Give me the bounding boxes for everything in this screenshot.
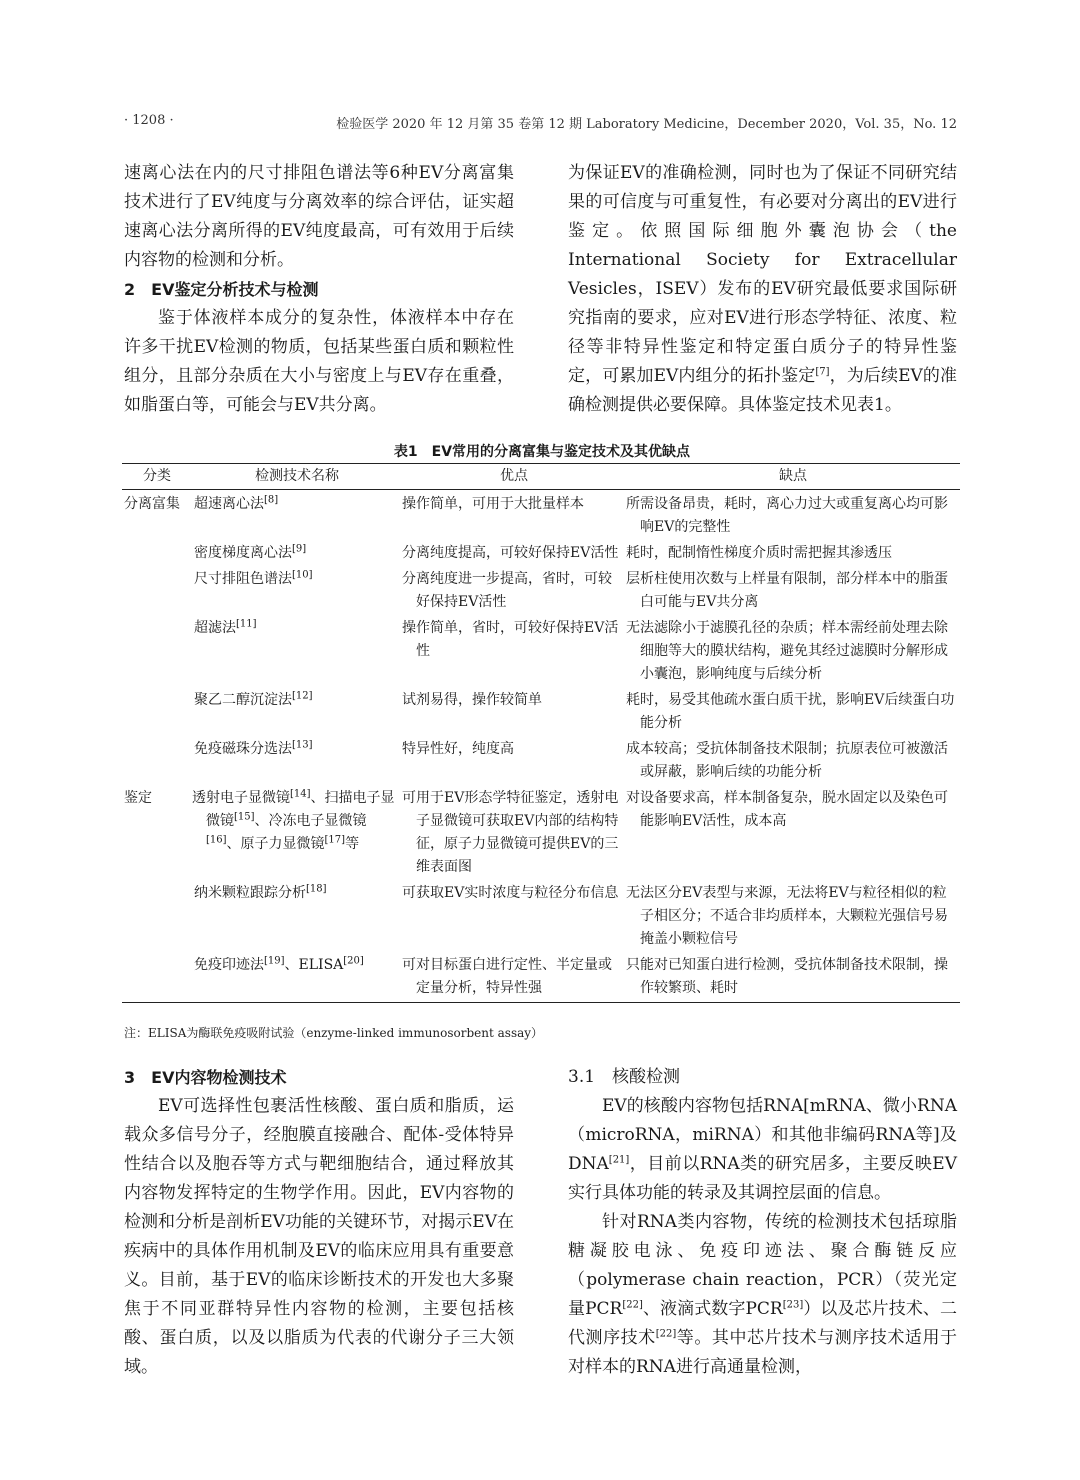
citation: [9] — [292, 543, 307, 555]
cons-cell: 只能对已知蛋白进行检测，受抗体制备技术限制，操作较繁琐、耗时 — [626, 951, 960, 1003]
table-row — [122, 686, 960, 735]
method-cell: 超滤法[11] — [194, 618, 257, 636]
method-cell: 尺寸排阻色谱法[10] — [194, 569, 313, 587]
citation: [19] — [264, 955, 285, 967]
ev-techniques-table — [122, 463, 960, 1003]
cons-cell: 耗时，易受其他疏水蛋白质干扰，影响EV后续蛋白功能分析 — [626, 692, 955, 731]
pros-cell: 特异性好，纯度高 — [402, 741, 514, 757]
bottom-left-column — [124, 1063, 514, 1382]
pros-cell: 操作简单，可用于大批量样本 — [402, 496, 584, 512]
column-header: 缺点 — [626, 464, 960, 490]
category-cell — [122, 879, 192, 951]
category-cell — [122, 539, 192, 565]
table-row — [122, 614, 960, 686]
method-cell: 纳米颗粒跟踪分析[18] — [194, 883, 327, 901]
citation: [20] — [343, 955, 364, 967]
cons-cell: 无法区分EV表型与来源，无法将EV与粒径相似的粒子相区分；不适合非均质样本，大颗粒光强信号易掩盖小颗粒信号 — [626, 885, 948, 947]
table-caption: 表1 EV常用的分离富集与鉴定技术及其优缺点 — [393, 444, 691, 460]
method-cell: 免疫印迹法[19]、ELISA[20] — [192, 951, 402, 1003]
top-left-column — [124, 159, 514, 420]
citation: [22] — [622, 1299, 643, 1311]
table-row — [122, 565, 960, 614]
pros-cell: 分离纯度提高，可较好保持EV活性 — [402, 545, 619, 561]
paragraph: 速离心法在内的尺寸排阻色谱法等6种EV分离富集技术进行了EV纯度与分离效率的综合评估，证实超速离心法分离所得的EV纯度最高，可有效用于后续内容物的检测和分析。 — [124, 163, 514, 270]
citation: [12] — [292, 690, 313, 702]
citation: [18] — [306, 883, 327, 895]
citation: [7] — [815, 366, 830, 378]
citation: [8] — [264, 494, 279, 506]
citation: [23] — [782, 1299, 804, 1311]
method-cell: 密度梯度离心法[9] — [194, 543, 307, 561]
paragraph: EV的核酸内容物包括RNA[mRNA、微小RNA（microRNA，miRNA）和其他非编码RNA等]及DNA[21]，目前以RNA类的研究居多，主要反映EV实行具体功能的转录及其调控层面的信息。 — [568, 1096, 957, 1203]
cons-cell: 成本较高；受抗体制备技术限制；抗原表位可被激活或屏蔽，影响后续的功能分析 — [626, 741, 948, 780]
cons-cell: 所需设备昂贵，耗时，离心力过大或重复离心均可影响EV的完整性 — [626, 496, 948, 535]
paragraph: EV可选择性包裹活性核酸、蛋白质和脂质，运载众多信号分子，经胞膜直接融合、配体-受体特异性结合以及胞吞等方式与靶细胞结合，通过释放其内容物发挥特定的生物学作用。因此，EV内容物的检测和分析是剖析EV功能的关键环节，对揭示EV在疾病中的具体作用机制及EV的临床应用具有重要意义。目前，基于EV的临床诊断技术的开发也大多聚焦于不同亚群特异性内容物的检测，主要包括核酸、蛋白质，以及以脂质为代表的代谢分子三大领域。 — [124, 1096, 514, 1377]
column-header: 分类 — [122, 464, 192, 490]
citation: [14] — [290, 788, 311, 800]
citation: [11] — [236, 618, 257, 630]
citation: [13] — [292, 739, 313, 751]
citation: [16] — [206, 834, 227, 846]
category-cell — [122, 565, 192, 614]
citation: [17] — [324, 834, 346, 846]
category-cell — [122, 686, 192, 735]
top-right-column — [568, 159, 957, 420]
pros-cell: 可用于EV形态学特征鉴定，透射电子显微镜可获取EV内部的结构特征，原子力显微镜可提供EV的三维表面图 — [402, 790, 619, 875]
table-row — [122, 951, 960, 1003]
paragraph: 为保证EV的准确检测，同时也为了保证不同研究结果的可信度与可重复性，有必要对分离出的EV进行鉴定。依照国际细胞外囊泡协会（the International Society for Extracellular Vesicles，ISEV）发布的EV研究最低要求国际研究指南的要求，应对EV进行形态学特征、浓度、粒径等非特异性鉴定和特定蛋白质分子的特异性鉴定，可累加EV内组分的拓扑鉴定[7]，为后续EV的准确检测提供必要保障。具体鉴定技术见表1。 — [568, 163, 958, 415]
citation: [10] — [292, 569, 313, 581]
table-row — [122, 784, 960, 879]
method-cell: 聚乙二醇沉淀法[12] — [194, 690, 313, 708]
subsection-heading: 3.1 核酸检测 — [568, 1067, 681, 1087]
page-number: · 1208 · — [124, 113, 174, 128]
cons-cell: 层析柱使用次数与上样量有限制，部分样本中的脂蛋白可能与EV共分离 — [626, 571, 948, 610]
pros-cell: 分离纯度进一步提高，省时，可较好保持EV活性 — [402, 571, 612, 610]
paragraph: 针对RNA类内容物，传统的检测技术包括琼脂糖凝胶电泳、免疫印迹法、聚合酶链反应（polymerase chain reaction，PCR）（荧光定量PCR[22]、液滴式数字PCR[23]）以及芯片技术、二代测序技术[22]等。其中芯片技术与测序技术适用于对样本的RNA进行高通量检测， — [568, 1212, 958, 1377]
cons-cell: 耗时，配制惰性梯度介质时需把握其渗透压 — [626, 545, 892, 561]
method-cell: 免疫磁珠分选法[13] — [194, 739, 313, 757]
category-cell — [122, 951, 192, 1003]
method-cell: 透射电子显微镜[14]、扫描电子显微镜[15]、冷冻电子显微镜[16]、原子力显微镜[17]等 — [192, 788, 395, 852]
table-header-row — [122, 464, 960, 490]
category-cell: 鉴定 — [124, 790, 152, 806]
table-row — [122, 539, 960, 565]
pros-cell: 可获取EV实时浓度与粒径分布信息 — [402, 885, 619, 901]
running-header — [124, 113, 957, 135]
table-row — [122, 879, 960, 951]
category-cell: 分离富集 — [124, 496, 180, 512]
section-heading-3: 3 EV内容物检测技术 — [124, 1068, 287, 1087]
journal-citation: 检验医学 2020 年 12 月第 35 卷第 12 期 Laboratory Medicine，December 2020，Vol. 35，No. 12 — [336, 117, 957, 132]
category-cell — [122, 735, 192, 784]
citation: [22] — [655, 1328, 677, 1340]
method-cell: 超速离心法[8] — [194, 494, 279, 512]
category-cell — [122, 614, 192, 686]
table-row — [122, 735, 960, 784]
pros-cell: 可对目标蛋白进行定性、半定量或定量分析，特异性强 — [402, 951, 626, 1003]
cons-cell: 对设备要求高，样本制备复杂，脱水固定以及染色可能影响EV活性，成本高 — [626, 790, 948, 829]
pros-cell: 操作简单，省时，可较好保持EV活性 — [402, 620, 619, 659]
citation: [21] — [608, 1154, 630, 1166]
section-heading-2: 2 EV鉴定分析技术与检测 — [124, 280, 319, 299]
pros-cell: 试剂易得，操作较简单 — [402, 692, 542, 708]
bottom-right-column — [568, 1063, 957, 1382]
citation: [15] — [234, 811, 255, 823]
column-header: 优点 — [402, 464, 626, 490]
table-note: 注：ELISA为酶联免疫吸附试验（enzyme-linked immunosorbent assay） — [124, 1026, 544, 1040]
cons-cell: 无法滤除小于滤膜孔径的杂质；样本需经前处理去除细胞等大的膜状结构，避免其经过滤膜时分解形成小囊泡，影响纯度与后续分析 — [626, 620, 948, 682]
table-row — [122, 490, 960, 540]
paragraph: 鉴于体液样本成分的复杂性，体液样本中存在许多干扰EV检测的物质，包括某些蛋白质和颗粒性组分，且部分杂质在大小与密度上与EV存在重叠，如脂蛋白等，可能会与EV共分离。 — [124, 308, 514, 415]
column-header: 检测技术名称 — [192, 464, 402, 490]
